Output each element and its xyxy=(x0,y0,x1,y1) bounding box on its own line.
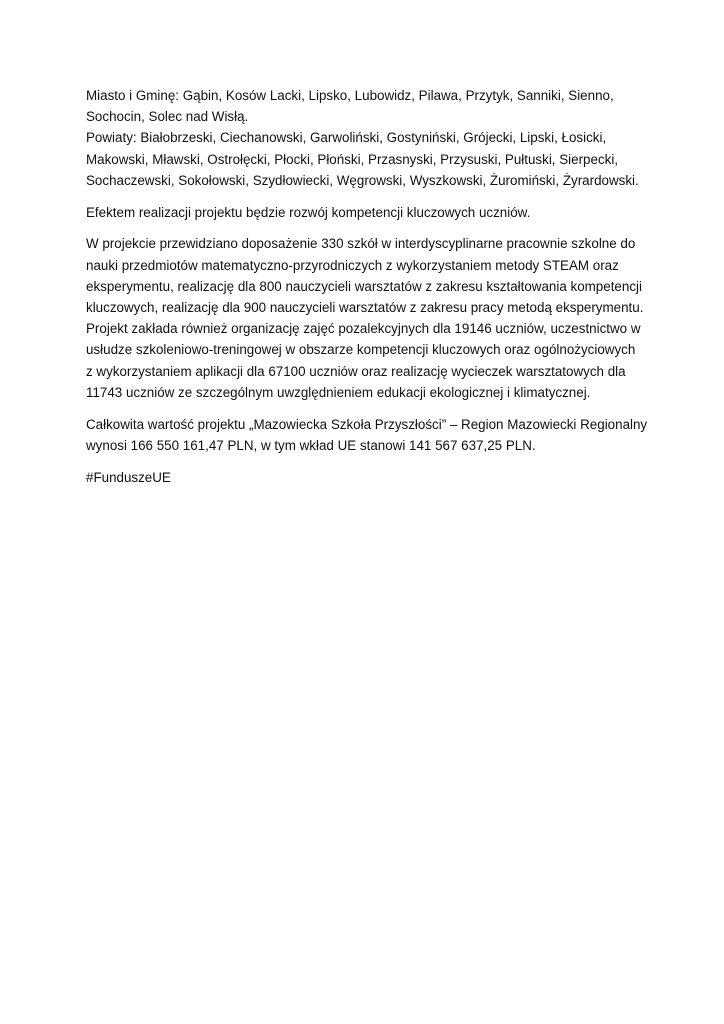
document-page xyxy=(86,85,646,498)
text-line: z wykorzystaniem aplikacji dla 67100 uczniów oraz realizację wycieczek warsztatowych dla xyxy=(86,363,626,379)
text-line: Efektem realizacji projektu będzie rozwój kompetencji kluczowych uczniów. xyxy=(86,204,531,220)
paragraph-municipalities-and-counties xyxy=(86,85,646,191)
text-line: Projekt zakłada również organizację zajęć pozalekcyjnych dla 19146 uczniów, uczestnictwo w xyxy=(86,321,641,337)
text-line: Sochocin, Solec nad Wisłą. xyxy=(86,109,249,125)
text-line: wynosi 166 550 161,47 PLN, w tym wkład UE stanowi 141 567 637,25 PLN. xyxy=(86,437,536,453)
text-line: Całkowita wartość projektu „Mazowiecka Szkoła Przyszłości” – Region Mazowiecki Regionalny xyxy=(86,416,648,432)
text-line: Makowski, Mławski, Ostrołęcki, Płocki, Płoński, Przasnyski, Przysuski, Pułtuski, Sierpecki, xyxy=(86,151,619,167)
text-line: eksperymentu, realizację dla 800 nauczycieli warsztatów z zakresu kształtowania kompetencji xyxy=(86,278,642,294)
text-line: kluczowych, realizację dla 900 nauczycieli warsztatów z zakresu pracy metodą eksperymentu. xyxy=(86,300,644,316)
paragraph-project-scope xyxy=(86,233,646,403)
text-line: Miasto i Gminę: Gąbin, Kosów Lacki, Lipsko, Lubowidz, Pilawa, Przytyk, Sanniki, Sienno, xyxy=(86,88,614,103)
text-line: Powiaty: Białobrzeski, Ciechanowski, Garwoliński, Gostyniński, Grójecki, Lipski, Łosicki, xyxy=(86,130,607,146)
text-line: W projekcie przewidziano doposażenie 330 szkół w interdyscyplinarne pracownie szkolne do xyxy=(86,236,636,252)
text-line: Sochaczewski, Sokołowski, Szydłowiecki, Węgrowski, Wyszkowski, Żuromiński, Żyrardowski. xyxy=(86,172,639,188)
text-line: 11743 uczniów ze szczególnym uwzględnieniem edukacji ekologicznej i klimatycznej. xyxy=(86,384,591,400)
paragraph-project-effect xyxy=(86,202,646,223)
paragraph-project-value xyxy=(86,414,646,456)
hashtag-text: #FunduszeUE xyxy=(86,469,171,485)
text-line: usłudze szkoleniowo-treningowej w obszarze kompetencji kluczowych oraz ogólnożyciowych xyxy=(86,342,636,358)
text-line: nauki przedmiotów matematyczno-przyrodniczych z wykorzystaniem metody STEAM oraz xyxy=(86,257,619,273)
paragraph-hashtag xyxy=(86,467,646,488)
